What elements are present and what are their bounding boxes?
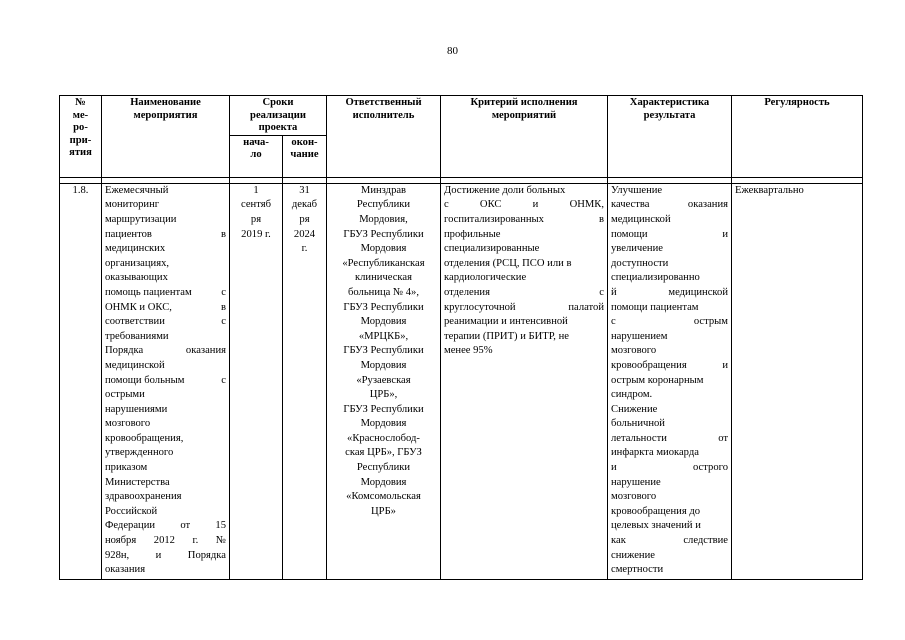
text-line: острым коронарным [611,374,704,386]
text-line: помощи и [611,228,728,240]
text-line: оказания [105,564,146,576]
text-line: мозгового [611,491,657,503]
col-header-executor [327,96,441,178]
text-line: нарушениями [105,403,168,415]
text-line: исполнитель [352,109,415,121]
col-header-end [283,135,327,177]
text-line: круглосуточной палатой [444,301,604,313]
text-line: Достижение доли больных [444,184,566,196]
text-line: Порядка оказания [105,345,226,357]
text-line: «Комсомольская [346,491,421,503]
table-row [60,183,863,579]
cell-result [608,183,732,579]
text-line: здравоохранения [105,491,182,503]
text-line: нарушением [611,330,668,342]
text-line: мозгового [611,345,657,357]
text-line: клиническая [355,272,412,284]
col-header-terms [230,96,327,136]
text-line: «Республиканская [342,257,425,269]
text-line: Федерации от 15 [105,520,226,532]
text-line: качества оказания [611,199,728,211]
cell-end [283,183,327,579]
text-line: № [75,97,86,108]
text-line: синдром. [611,389,653,401]
text-line: окон- [291,136,318,148]
text-line: г. [301,243,308,255]
text-line: ноября 2012 г. № [105,535,226,547]
cell-start [230,183,283,579]
text-line: ло [250,149,262,161]
text-line: ГБУЗ Республики [343,301,424,313]
text-line: как следствие [611,535,728,547]
cell-name [102,183,230,579]
text-line: отделения (РСЦ, ПСО или в [444,257,572,269]
text-line: Министерства [105,476,170,488]
text-line: «Рузаевская [356,374,411,386]
text-line: Ежемесячный [105,184,169,196]
text-line: Регулярность [764,97,830,108]
text-line: требованиями [105,330,169,342]
text-line: госпитализированных в [444,213,604,225]
text-line: 31 [299,184,310,196]
text-line: ЦРБ» [371,505,396,517]
text-line: Наименование [130,97,201,108]
text-line: помощи пациентам [611,301,699,313]
text-line: профильные [444,228,501,240]
text-line: терапии (ПРИТ) и БИТР, не [444,330,569,342]
text-line: ме- [72,109,89,121]
text-line: реанимации и интенсивной [444,316,568,328]
text-line: кровообращения до [611,505,701,517]
text-line: декаб [291,199,318,211]
text-line: Характеристика [629,97,710,108]
text-line: ря [250,213,262,225]
text-line: специализированно [611,272,700,284]
text-line: Критерий исполнения [470,97,578,108]
text-line: Республики [356,199,411,211]
cell-number: 1.8. [60,183,102,579]
col-header-criterion [441,96,608,178]
text-line: увеличение [611,243,663,255]
cell-regularity: Ежеквартально [732,183,863,579]
text-line: ЦРБ», [369,389,398,401]
text-line: ская ЦРБ», ГБУЗ [345,447,422,459]
text-line: Мордовия [360,476,407,488]
text-line: ГБУЗ Республики [343,345,424,357]
text-line: мониторинг [105,199,160,211]
text-line: нача- [243,136,269,148]
text-line: отделения с [444,286,604,298]
text-line: помощи больным с [105,374,226,386]
text-line: медицинской [105,359,165,371]
text-line: доступности [611,257,669,269]
text-line: утвержденного [105,447,174,459]
text-line: кровообращения и [611,359,728,371]
text-line: Улучшение [611,184,663,196]
col-header-start [230,135,283,177]
text-line: Мордовия [360,359,407,371]
text-line: Российской [105,505,158,517]
text-line: пациентов в [105,228,226,240]
text-line: «Краснослобод- [347,432,420,444]
text-line: оказывающих [105,272,168,284]
text-line: организациях, [105,257,170,269]
text-line: инфаркта миокарда [611,447,699,459]
text-line: ГБУЗ Республики [343,403,424,415]
text-line: медицинских [105,243,166,255]
col-header-regularity [732,96,863,178]
text-line: проекта [258,122,298,134]
text-line: помощь пациентам с [105,286,226,298]
text-line: ГБУЗ Республики [343,228,424,240]
text-line: Республики [356,462,411,474]
text-line: нарушение [611,476,661,488]
text-line: острыми [105,389,145,401]
text-line: больничной [611,418,665,430]
text-line: Снижение [611,403,658,415]
text-line: смертности [611,564,664,576]
text-line: 1 [253,184,259,196]
text-line: ятия [69,147,92,159]
text-line: 928н, и Порядка [105,549,226,561]
text-line: мозгового [105,418,151,430]
text-line: й медицинской [611,286,728,298]
text-line: реализации [250,109,306,121]
page-number: 80 [447,45,458,57]
text-line: больница № 4», [347,286,420,298]
text-line: Мордовия [360,418,407,430]
text-line: Сроки [262,97,294,108]
text-line: Мордовия [360,316,407,328]
text-line: мероприятий [491,109,557,121]
text-line: чание [290,149,319,161]
text-line: менее 95% [444,345,493,357]
col-header-name [102,96,230,178]
text-line: Минздрав [360,184,407,196]
cell-criterion [441,183,608,579]
text-line: снижение [611,549,655,561]
text-line: Ответственный [345,97,422,108]
text-line: приказом [105,462,148,474]
text-line: ОНМК и ОКС, в [105,301,226,313]
text-line: ро- [73,122,88,134]
text-line: Мордовия, [359,213,408,225]
text-line: с острым [611,316,728,328]
text-line: 2024 [293,228,316,240]
text-line: специализированные [444,243,540,255]
text-line: кардиологические [444,272,527,284]
measures-table [59,95,863,580]
text-line: «МРЦКБ», [358,330,409,342]
text-line: соответствии с [105,316,226,328]
text-line: медицинской [611,213,671,225]
text-line: мероприятия [133,109,198,121]
text-line: ря [299,213,310,225]
text-line: кровообращения, [105,432,184,444]
cell-executor [327,183,441,579]
text-line: с ОКС и ОНМК, [444,199,604,211]
text-line: летальности от [611,432,728,444]
text-line: результата [643,109,696,121]
text-line: Мордовия [360,243,407,255]
text-line: маршрутизации [105,213,177,225]
text-line: сентяб [241,199,271,211]
text-line: при- [69,134,92,146]
text-line: целевых значений и [611,520,701,532]
text-line: и острого [611,462,728,474]
col-header-result [608,96,732,178]
col-header-number [60,96,102,178]
text-line: 2019 г. [241,228,271,240]
